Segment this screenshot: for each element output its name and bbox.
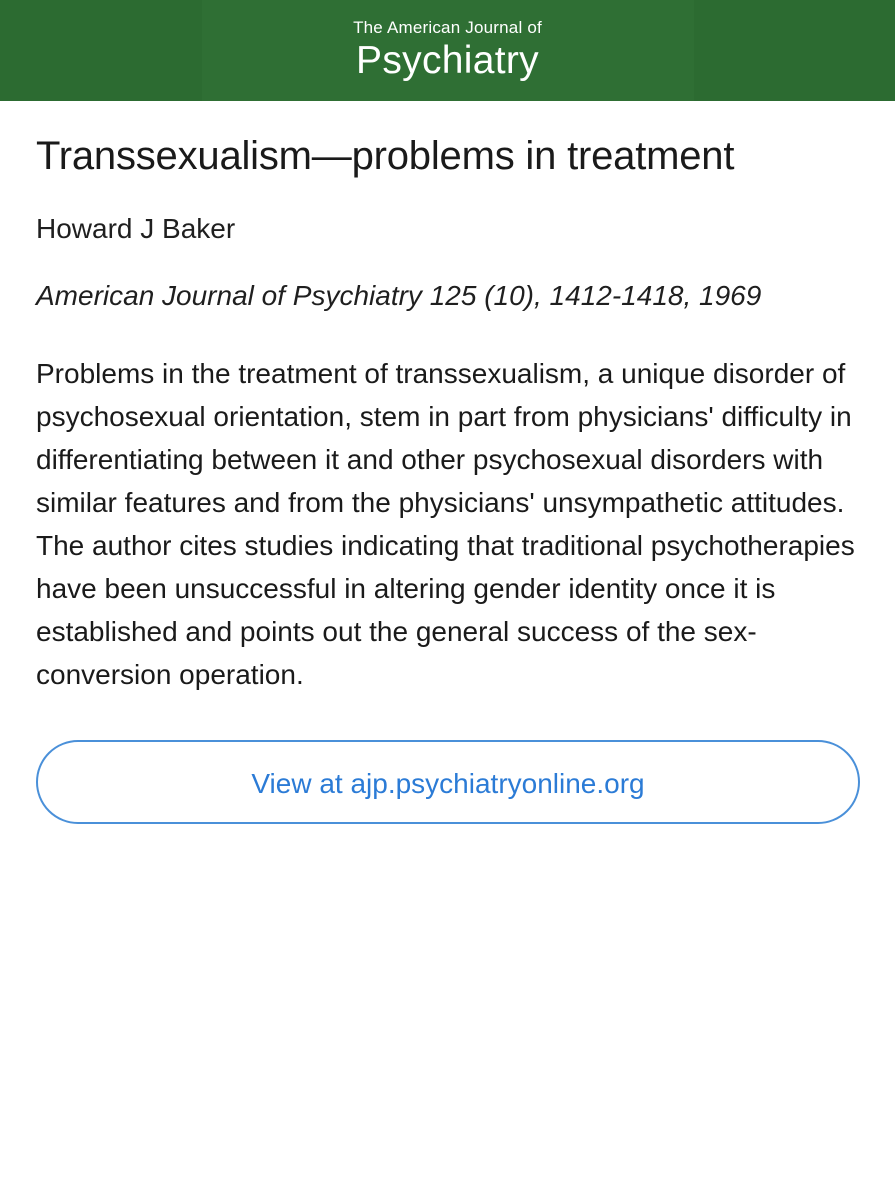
article-content [0,101,895,824]
article-authors: Howard J Baker [36,213,236,244]
journal-banner [0,0,895,101]
view-at-publisher-button[interactable]: View at ajp.psychiatryonline.org [36,740,860,824]
journal-name-main: Psychiatry [356,39,539,82]
journal-logo [202,0,694,101]
article-abstract: Problems in the treatment of transsexualism, a unique disorder of psychosexual orientation, stem in part from physicians' difficulty in differentiating between it and other psychosexual disorders with similar features and from the physicians' unsympathetic attitudes. The author cites studies indicating that traditional psychotherapies have been unsuccessful in altering gender identity once it is established and points out the general success of the sex-conversion operation. [36,358,855,690]
page-title: Transsexualism—problems in treatment [36,134,735,178]
article-citation: American Journal of Psychiatry 125 (10), 1412-1418, 1969 [36,280,762,311]
journal-name-prefix: The American Journal of [353,18,542,37]
